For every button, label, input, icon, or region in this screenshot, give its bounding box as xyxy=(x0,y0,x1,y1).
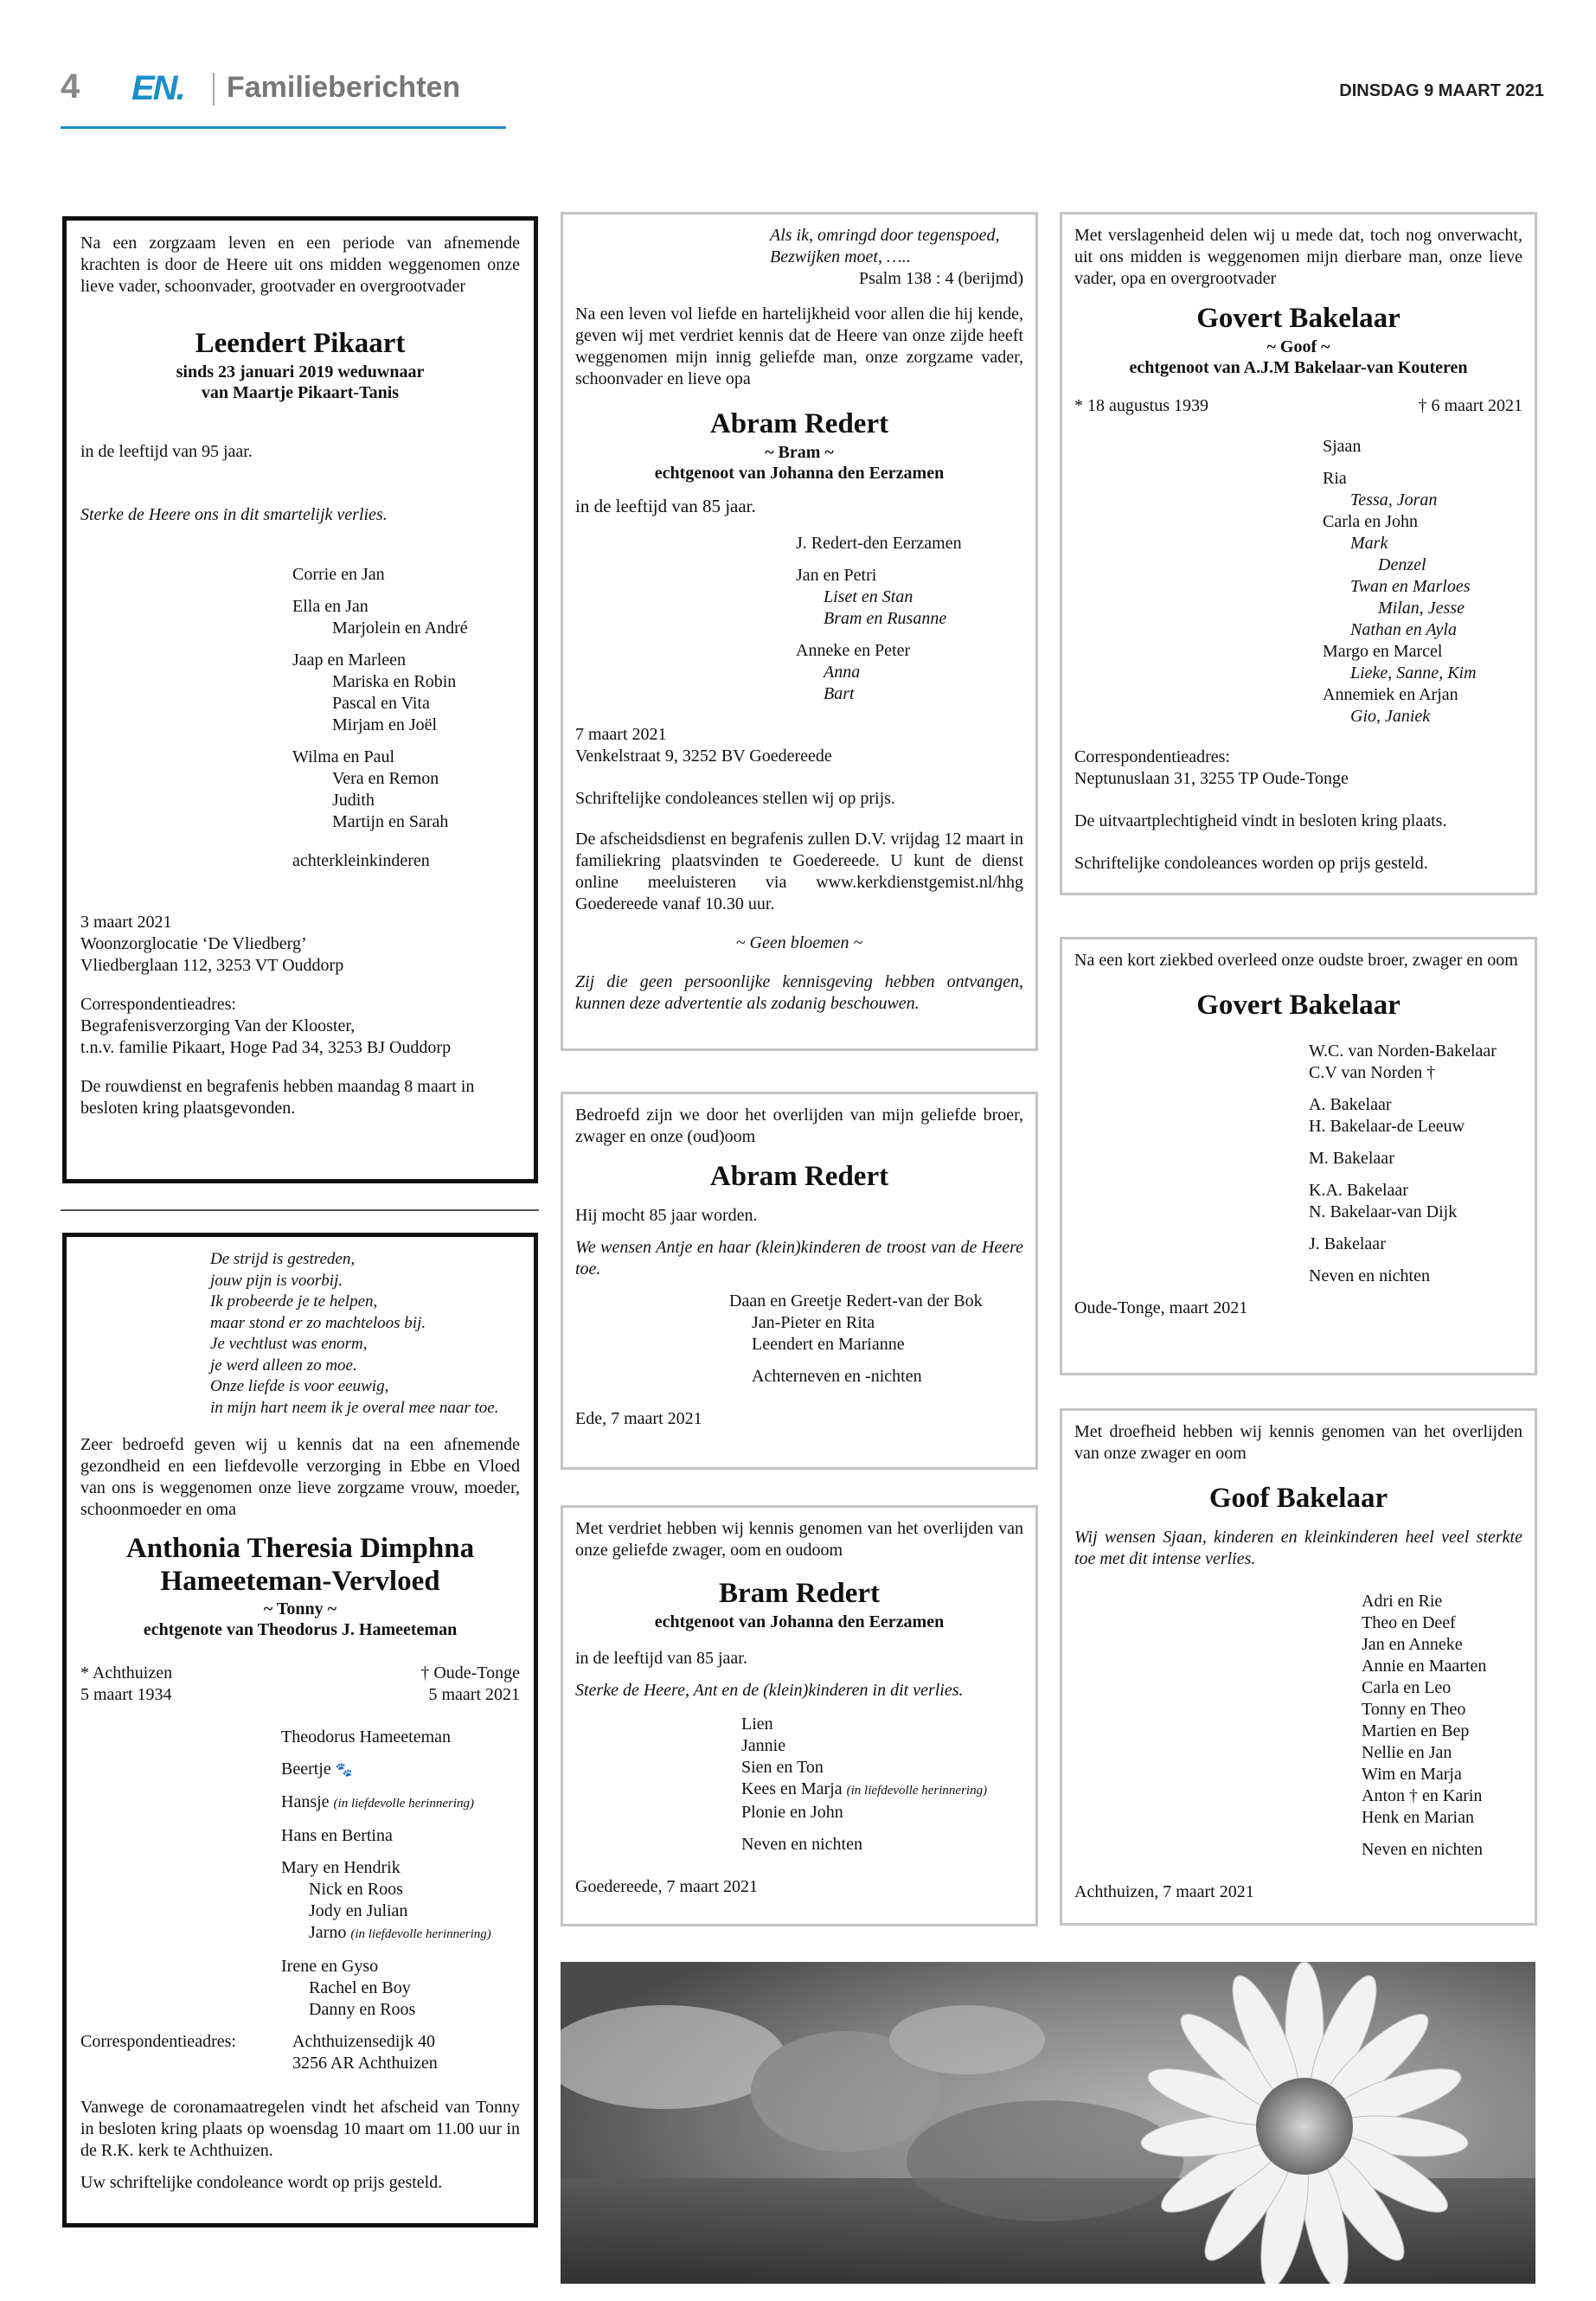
family-list xyxy=(1362,1591,1522,1861)
family-member: N. Bakelaar-van Dijk xyxy=(1309,1202,1458,1221)
spouse-line: echtgenoot van Johanna den Eerzamen xyxy=(654,464,945,483)
poem-line: jouw pijn is voorbij. xyxy=(210,1271,343,1290)
family-member: Neven en nichten xyxy=(1309,1266,1430,1285)
closing-text: Zij die geen persoonlijke kennisgeving hebben ontvangen, kunnen deze advertentie als zodanig beschouwen. xyxy=(575,972,1023,1013)
family-member-name: Jarno xyxy=(309,1923,347,1942)
notice-date: 3 maart 2021 xyxy=(80,913,172,932)
family-member: C.V van Norden † xyxy=(1309,1063,1436,1082)
family-member: Tonny en Theo xyxy=(1362,1700,1466,1719)
address: Venkelstraat 9, 3252 BV Goedereede xyxy=(575,747,832,766)
family-member: Jannie xyxy=(741,1736,786,1755)
family-list xyxy=(281,1727,520,2021)
family-member: Lieke, Sanne, Kim xyxy=(1350,663,1477,683)
family-list xyxy=(1323,436,1522,727)
page-number: 4 xyxy=(61,67,80,106)
intro-text: Bedroefd zijn we door het overlijden van mijn geliefde broer, zwager en onze (oud)oom xyxy=(575,1106,1023,1146)
family-list xyxy=(796,533,1023,705)
family-list xyxy=(729,1291,1023,1388)
deceased-name: Abram Redert xyxy=(709,1161,889,1192)
family-member xyxy=(741,1779,1023,1802)
family-member: Anneke en Peter xyxy=(796,641,911,660)
condolence-text: Schriftelijke condoleances worden op prijs gesteld. xyxy=(1074,854,1428,873)
intro-text: Na een zorgzaam leven en een periode van afnemende krachten is door de Heere uit ons midden weggenomen onze lieve vader, schoonvader, grootvader en overgrootvader xyxy=(80,234,520,296)
family-member: Vera en Remon xyxy=(332,769,439,788)
family-list xyxy=(292,564,520,872)
family-member: H. Bakelaar-de Leeuw xyxy=(1309,1117,1465,1136)
poem-line: Ik probeerde je te helpen, xyxy=(210,1292,378,1311)
nickname: ~ Tonny ~ xyxy=(263,1599,337,1618)
family-member xyxy=(281,1759,520,1781)
poem xyxy=(210,1249,520,1419)
intro-text: Met verslagenheid delen wij u mede dat, toch nog onverwacht, uit ons midden is weggenomen mijn dierbare man, onze lieve vader, opa en overgrootvader xyxy=(1074,226,1522,288)
family-member: Martijn en Sarah xyxy=(332,812,449,831)
correspondence-address: Neptunuslaan 31, 3255 TP Oude-Tonge xyxy=(1074,769,1349,788)
correspondence-label: Correspondentieadres: xyxy=(80,995,236,1014)
deceased-name: Goof Bakelaar xyxy=(1208,1483,1388,1514)
family-member: Mirjam en Joël xyxy=(332,715,438,734)
memory-note: (in liefdevolle herinnering) xyxy=(333,1797,474,1811)
family-member: Jan-Pieter en Rita xyxy=(752,1313,875,1332)
correspondence-line-1: Achthuizensedijk 40 xyxy=(292,2032,435,2051)
notice-redert-3 xyxy=(561,1505,1038,1926)
family-member: Nellie en Jan xyxy=(1362,1743,1452,1762)
correspondence-line-1: Begrafenisverzorging Van der Klooster, xyxy=(80,1016,356,1035)
family-member: Denzel xyxy=(1378,555,1426,574)
correspondence-line-2: t.n.v. familie Pikaart, Hoge Pad 34, 3253 BJ Ouddorp xyxy=(80,1038,452,1057)
poem-line: in mijn hart neem ik je overal mee naar toe. xyxy=(210,1398,499,1417)
newspaper-logo: EN. xyxy=(131,69,184,107)
family-member: Liset en Stan xyxy=(824,587,913,606)
family-member: Mariska en Robin xyxy=(332,672,457,691)
family-member: Carla en Leo xyxy=(1362,1678,1452,1697)
family-member: Tessa, Joran xyxy=(1350,490,1438,510)
family-member: Neven en nichten xyxy=(741,1835,862,1854)
family-member: Nick en Roos xyxy=(309,1880,403,1899)
family-member: J. Redert-den Eerzamen xyxy=(796,534,962,553)
family-member xyxy=(281,1791,520,1815)
spouse-line: echtgenote van Theodorus J. Hameeteman xyxy=(143,1620,458,1639)
birth-death-row xyxy=(80,1663,520,1706)
place-date: Achthuizen, 7 maart 2021 xyxy=(1074,1882,1254,1901)
deceased-name-line-1: Anthonia Theresia Dimphna xyxy=(125,1533,475,1564)
deceased-name: Bram Redert xyxy=(718,1578,880,1609)
family-member: Gio, Janiek xyxy=(1350,707,1431,726)
wish-text: We wensen Antje en haar (klein)kinderen de troost van de Heere toe. xyxy=(575,1238,1023,1279)
age-text: in de leeftijd van 85 jaar. xyxy=(575,496,756,516)
family-member: Margo en Marcel xyxy=(1323,642,1443,661)
family-member: Mary en Hendrik xyxy=(281,1858,401,1877)
family-member: Anna xyxy=(824,663,861,682)
family-member: K.A. Bakelaar xyxy=(1309,1181,1408,1200)
nickname: ~ Bram ~ xyxy=(765,443,834,462)
family-member: Henk en Marian xyxy=(1362,1808,1474,1827)
correspondence-label: Correspondentieadres: xyxy=(80,2032,236,2051)
place-line-1: Woonzorglocatie ‘De Vliedberg’ xyxy=(80,934,307,953)
family-member: Jan en Anneke xyxy=(1362,1635,1463,1654)
intro-text: Met verdriet hebben wij kennis genomen van het overlijden van onze geliefde zwager, oom en oudoom xyxy=(575,1519,1023,1560)
family-member: Wim en Marja xyxy=(1362,1765,1462,1784)
family-member: Neven en nichten xyxy=(1362,1840,1483,1859)
age-text: in de leeftijd van 95 jaar. xyxy=(80,442,253,461)
age-text: in de leeftijd van 85 jaar. xyxy=(575,1649,747,1668)
family-member: Annie en Maarten xyxy=(1362,1657,1487,1676)
issue-date: DINSDAG 9 MAART 2021 xyxy=(1339,81,1544,100)
place-date: Oude-Tonge, maart 2021 xyxy=(1074,1298,1248,1317)
family-member: Judith xyxy=(332,791,375,810)
family-member-name: Kees en Marja xyxy=(741,1779,843,1798)
deceased-name: Govert Bakelaar xyxy=(1196,303,1401,334)
age-text: Hij mocht 85 jaar worden. xyxy=(575,1206,758,1225)
poem-line: De strijd is gestreden, xyxy=(210,1250,356,1268)
spouse-line: echtgenoot van Johanna den Eerzamen xyxy=(654,1612,945,1631)
paw-icon: 🐾 xyxy=(335,1763,353,1778)
family-member: Milan, Jesse xyxy=(1378,599,1465,618)
family-member: Jaap en Marleen xyxy=(292,651,407,670)
no-flowers: ~ Geen bloemen ~ xyxy=(735,933,863,952)
spouse-line: echtgenoot van A.J.M Bakelaar-van Kouteren xyxy=(1129,358,1468,377)
intro-text: Met droefheid hebben wij kennis genomen van het overlijden van onze zwager en oom xyxy=(1074,1422,1522,1463)
family-member: Adri en Rie xyxy=(1362,1592,1443,1611)
intro-text: Na een kort ziekbed overleed onze oudste broer, zwager en oom xyxy=(1074,951,1518,970)
family-member: Leendert en Marianne xyxy=(752,1335,905,1354)
family-member: Danny en Roos xyxy=(309,2000,416,2019)
correspondence-block xyxy=(80,2031,520,2074)
notice-bakelaar-1 xyxy=(1060,212,1537,895)
notice-bakelaar-2 xyxy=(1060,937,1537,1375)
birth-death-row xyxy=(1074,395,1522,417)
family-member: Hans en Bertina xyxy=(281,1826,393,1845)
family-member: M. Bakelaar xyxy=(1309,1149,1394,1168)
family-member: Irene en Gyso xyxy=(281,1957,379,1976)
family-member: Wilma en Paul xyxy=(292,747,395,766)
family-member: Corrie en Jan xyxy=(292,565,385,584)
closing-text: Vanwege de coronamaatregelen vindt het afscheid van Tonny in besloten kring plaats op woensdag 10 maart om 11.00 uur in de R.K. kerk te Achthuizen. xyxy=(80,2098,520,2160)
family-member: Rachel en Boy xyxy=(309,1978,411,1997)
intro-text: Na een leven vol liefde en hartelijkheid voor allen die hij kende, geven wij met verdriet kennis dat de Heere van onze zijde heeft weggenomen mijn innig geliefde man, onze zorgzame vader, schoonvader en lieve opa xyxy=(575,304,1023,388)
poem-line: maar stond er zo machteloos bij. xyxy=(210,1313,426,1332)
column-divider xyxy=(61,1209,539,1211)
daisy-photo xyxy=(561,1962,1535,2284)
family-member-name: Hansje xyxy=(281,1792,330,1811)
notice-bakelaar-3 xyxy=(1060,1408,1537,1926)
place-line-2: Vliedberglaan 112, 3253 VT Ouddorp xyxy=(80,956,344,975)
notice-pikaart xyxy=(62,216,538,1183)
family-member: Mark xyxy=(1350,534,1388,553)
birth-date: 5 maart 1934 xyxy=(80,1685,172,1704)
condolence-text: Schriftelijke condoleances stellen wij op prijs. xyxy=(575,789,895,808)
family-member: Daan en Greetje Redert-van der Bok xyxy=(729,1292,983,1311)
quote-text: Sterke de Heere ons in dit smartelijk verlies. xyxy=(80,505,388,524)
family-member xyxy=(281,1922,520,1945)
family-member: Anton † en Karin xyxy=(1362,1786,1483,1805)
death-date: 5 maart 2021 xyxy=(428,1685,520,1704)
widower-line-2: van Maartje Pikaart-Tanis xyxy=(201,383,400,402)
family-member: W.C. van Norden-Bakelaar xyxy=(1309,1042,1497,1061)
quote-line-2: Bezwijken moet, ….. xyxy=(770,247,911,266)
closing-text: De rouwdienst en begrafenis hebben maandag 8 maart in besloten kring plaatsgevonden. xyxy=(80,1077,475,1118)
notice-hameeteman xyxy=(62,1233,538,2227)
memory-note: (in liefdevolle herinnering) xyxy=(846,1784,988,1798)
notice-date: 7 maart 2021 xyxy=(575,725,667,744)
notice-redert-2 xyxy=(561,1092,1038,1470)
family-member: Achterneven en -nichten xyxy=(752,1367,922,1386)
wish-text: Wij wensen Sjaan, kinderen en kleinkinderen heel veel sterkte toe met dit intense verlies. xyxy=(1074,1528,1522,1568)
funeral-text: De uitvaartplechtigheid vindt in besloten kring plaats. xyxy=(1074,811,1447,830)
family-member: Bram en Rusanne xyxy=(824,609,947,628)
death-place: † Oude-Tonge xyxy=(420,1663,520,1682)
nickname: ~ Goof ~ xyxy=(1266,337,1330,356)
deceased-name-line-2: Hameeteman-Vervloed xyxy=(160,1566,440,1597)
deceased-name: Abram Redert xyxy=(709,408,889,439)
family-member: Lien xyxy=(741,1715,773,1734)
family-member: J. Bakelaar xyxy=(1309,1234,1386,1253)
poem-line: je werd alleen zo moe. xyxy=(210,1356,357,1375)
family-member: Annemiek en Arjan xyxy=(1323,685,1458,704)
family-member: Jody en Julian xyxy=(309,1901,408,1920)
family-list xyxy=(741,1714,1023,1856)
memory-note: (in liefdevolle herinnering) xyxy=(350,1927,491,1941)
family-member: achterkleinkinderen xyxy=(292,851,430,870)
section-title: Familieberichten xyxy=(227,71,461,104)
family-member: Plonie en John xyxy=(741,1803,843,1822)
poem-line: Onze liefde is voor eeuwig, xyxy=(210,1377,389,1395)
family-member: Twan en Marloes xyxy=(1350,577,1471,596)
poem-line: Je vechtlust was enorm, xyxy=(210,1335,368,1353)
family-member: Nathan en Ayla xyxy=(1350,620,1457,639)
birth-date: * 18 augustus 1939 xyxy=(1074,396,1208,415)
family-member: Martien en Bep xyxy=(1362,1721,1470,1740)
notice-redert-1 xyxy=(561,212,1038,1051)
family-member: Ella en Jan xyxy=(292,597,369,616)
family-member: Jan en Petri xyxy=(796,566,877,585)
family-list xyxy=(1309,1041,1522,1287)
family-member: Sjaan xyxy=(1323,437,1362,456)
family-member: A. Bakelaar xyxy=(1309,1095,1392,1114)
family-member: Theodorus Hameeteman xyxy=(281,1727,452,1747)
deceased-name: Govert Bakelaar xyxy=(1196,990,1401,1021)
family-member: Bart xyxy=(824,684,855,703)
quote-text: Sterke de Heere, Ant en de (klein)kinderen in dit verlies. xyxy=(575,1681,964,1700)
header-separator xyxy=(213,73,215,106)
service-text: De afscheidsdienst en begrafenis zullen D.V. vrijdag 12 maart in familiekring plaatsvinden te Goedereede. U kunt de dienst online meeluisteren via www.kerkdienstgemist.nl/hhg Goedereede vanaf 10.30 uur. xyxy=(575,830,1023,913)
correspondence-line-2: 3256 AR Achthuizen xyxy=(292,2054,438,2073)
family-member: Theo en Deef xyxy=(1362,1613,1456,1632)
psalm-reference: Psalm 138 : 4 (berijmd) xyxy=(859,269,1023,288)
daisy-illustration xyxy=(561,1962,1535,2284)
family-member: Pascal en Vita xyxy=(332,694,430,713)
family-member: Marjolein en André xyxy=(332,619,468,638)
family-member-name: Beertje xyxy=(281,1759,331,1779)
death-date: † 6 maart 2021 xyxy=(1418,396,1522,415)
widower-line-1: sinds 23 januari 2019 weduwnaar xyxy=(176,362,425,381)
deceased-name: Leendert Pikaart xyxy=(195,328,406,359)
header-rule xyxy=(61,126,506,129)
place-date: Goedereede, 7 maart 2021 xyxy=(575,1877,759,1896)
family-member: Sien en Ton xyxy=(741,1758,824,1777)
correspondence-label: Correspondentieadres: xyxy=(1074,747,1230,766)
family-member: Carla en John xyxy=(1323,512,1418,531)
condolence-text: Uw schriftelijke condoleance wordt op prijs gesteld. xyxy=(80,2173,443,2192)
family-member: Ria xyxy=(1323,469,1347,488)
quote-line-1: Als ik, omringd door tegenspoed, xyxy=(770,226,1000,245)
place-date: Ede, 7 maart 2021 xyxy=(575,1409,702,1428)
birth-place: * Achthuizen xyxy=(80,1663,173,1682)
intro-text: Zeer bedroefd geven wij u kennis dat na een afnemende gezondheid en een liefdevolle verzorging in Ebbe en Vloed van ons is weggenomen onze lieve zorgzame vrouw, moeder, schoonmoeder en oma xyxy=(80,1435,520,1519)
